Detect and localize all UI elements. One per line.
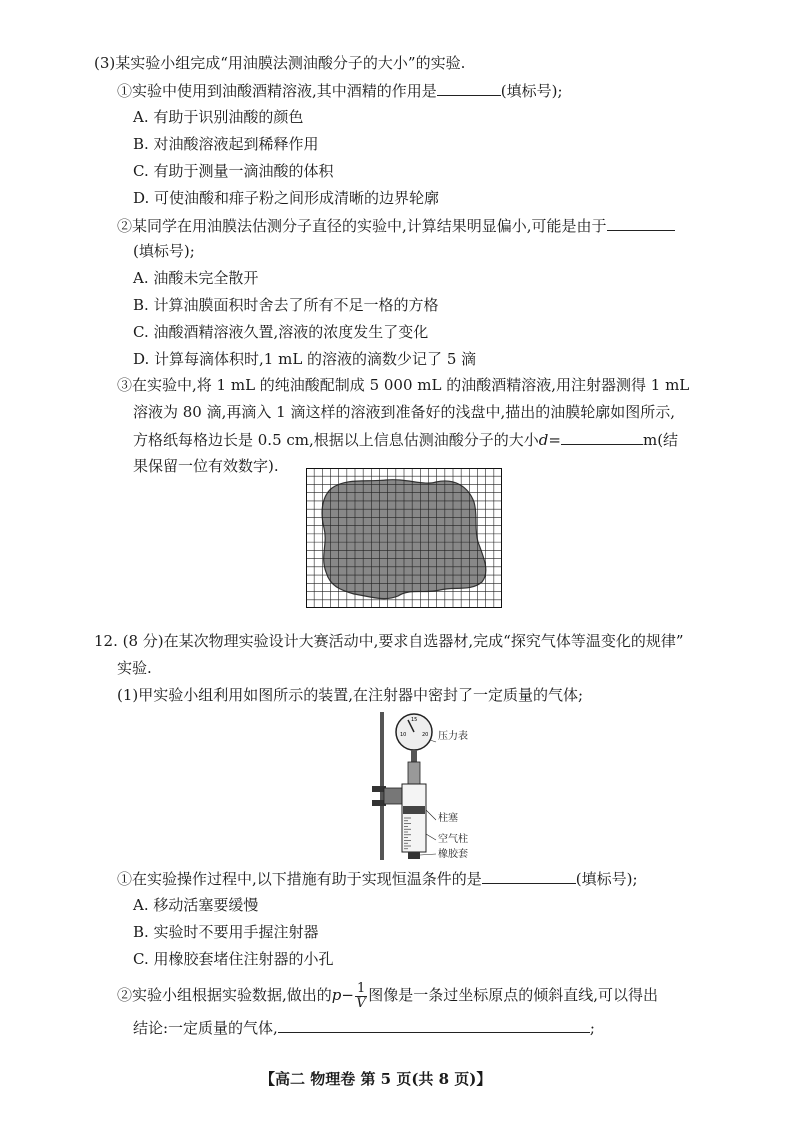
- var-d: d: [538, 431, 549, 449]
- part3-q1-stem-text: ①实验中使用到油酸酒精溶液,其中酒精的作用是: [117, 82, 437, 100]
- part3-title: (3)某实验小组完成“用油膜法测油酸分子的大小”的实验.: [94, 54, 466, 72]
- fraction-numerator: 1: [356, 980, 366, 996]
- q12-q2-stem-a: ②实验小组根据实验数据,做出的: [117, 986, 332, 1004]
- leader-cap: [420, 854, 436, 855]
- answer-blank-2[interactable]: [607, 214, 675, 231]
- option-d: D. 计算每滴体积时,1 mL 的溶液的滴数少记了 5 滴: [133, 350, 477, 368]
- q12-q1-suffix: (填标号);: [575, 870, 638, 888]
- oil-film-grid-figure: [306, 468, 502, 608]
- answer-blank-5[interactable]: [278, 1016, 590, 1033]
- part3-q3-line3c: m(结: [642, 431, 679, 449]
- option-b: B. 对油酸溶液起到稀释作用: [133, 135, 319, 153]
- plunger: [403, 806, 425, 814]
- label-plunger: 柱塞: [438, 813, 458, 824]
- part3-q3-line3: [133, 428, 678, 451]
- option-c: C. 用橡胶套堵住注射器的小孔: [133, 950, 334, 968]
- q12-line2: 实验.: [117, 659, 152, 677]
- part3-q2-stem: [117, 214, 675, 237]
- option-b: B. 实验时不要用手握注射器: [133, 923, 319, 941]
- page-footer: 【高二 物理卷 第 5 页(共 8 页)】: [260, 1070, 492, 1088]
- gauge-right-mark: 20: [422, 732, 429, 738]
- q12-line1: 12. (8 分)在某次物理实验设计大赛活动中,要求自选器材,完成“探究气体等温变化的规律”: [94, 632, 684, 650]
- minus-sign: −: [341, 986, 354, 1004]
- q12-q2-line2: [133, 1016, 595, 1039]
- part3-q3-line4: 果保留一位有效数字).: [133, 457, 279, 475]
- part3-q3-line2: 溶液为 80 滴,再滴入 1 滴这样的溶液到准备好的浅盘中,描出的油膜轮廓如图所示,: [133, 403, 676, 421]
- equals-sign: =: [548, 431, 561, 449]
- plunger-rod: [408, 762, 420, 784]
- part3-q3-line1: ③在实验中,将 1 mL 的纯油酸配制成 5 000 mL 的油酸酒精溶液,用注射器测得 1 mL: [117, 376, 690, 394]
- q12-q1-stem-text: ①在实验操作过程中,以下措施有助于实现恒温条件的是: [117, 870, 482, 888]
- part3-q3-line3a: 方格纸每格边长是 0.5 cm,根据以上信息估测油酸分子的大小: [133, 431, 539, 449]
- label-rubber-cap: 橡胶套: [438, 849, 468, 860]
- gauge-stem: [411, 750, 417, 762]
- q12-q2-end: ;: [589, 1019, 595, 1037]
- part3-q2-stem-text: ②某同学在用油膜法估测分子直径的实验中,计算结果明显偏小,可能是由于: [117, 217, 607, 235]
- part3-q1-stem: [117, 79, 563, 102]
- leader-gauge: [430, 740, 436, 742]
- leader-plunger: [426, 810, 436, 820]
- rubber-cap: [408, 852, 420, 859]
- option-a: A. 移动活塞要缓慢: [133, 896, 259, 914]
- part3-q1-suffix: (填标号);: [500, 82, 563, 100]
- fraction-denominator: V: [356, 995, 366, 1011]
- gauge-mid-mark: 15: [411, 717, 418, 723]
- part3-q2-suffix: (填标号);: [133, 242, 195, 260]
- label-gauge: 压力表: [438, 731, 468, 742]
- q12-q2-line2-text: 结论:一定质量的气体,: [133, 1019, 278, 1037]
- q12-q2-stem: [117, 980, 658, 1011]
- option-b: B. 计算油膜面积时舍去了所有不足一格的方格: [133, 296, 439, 314]
- var-p: p: [331, 986, 342, 1004]
- option-d: D. 可使油酸和痱子粉之间形成清晰的边界轮廓: [133, 189, 440, 207]
- q12-sub1: (1)甲实验小组利用如图所示的装置,在注射器中密封了一定质量的气体;: [117, 686, 584, 704]
- option-a: A. 有助于识别油酸的颜色: [133, 108, 304, 126]
- gauge-left-mark: 10: [400, 732, 407, 738]
- leader-air: [426, 834, 436, 840]
- option-a: A. 油酸未完全散开: [133, 269, 259, 287]
- label-air-column: 空气柱: [438, 834, 468, 845]
- q12-q2-stem-b: 图像是一条过坐标原点的倾斜直线,可以得出: [368, 986, 659, 1004]
- fraction-one-over-v: [355, 982, 367, 1011]
- answer-blank-1[interactable]: [437, 79, 501, 96]
- answer-blank-4[interactable]: [482, 867, 576, 884]
- q12-q1-stem: [117, 867, 638, 890]
- option-c: C. 油酸酒精溶液久置,溶液的浓度发生了变化: [133, 323, 429, 341]
- option-c: C. 有助于测量一滴油酸的体积: [133, 162, 334, 180]
- answer-blank-3[interactable]: [561, 428, 643, 445]
